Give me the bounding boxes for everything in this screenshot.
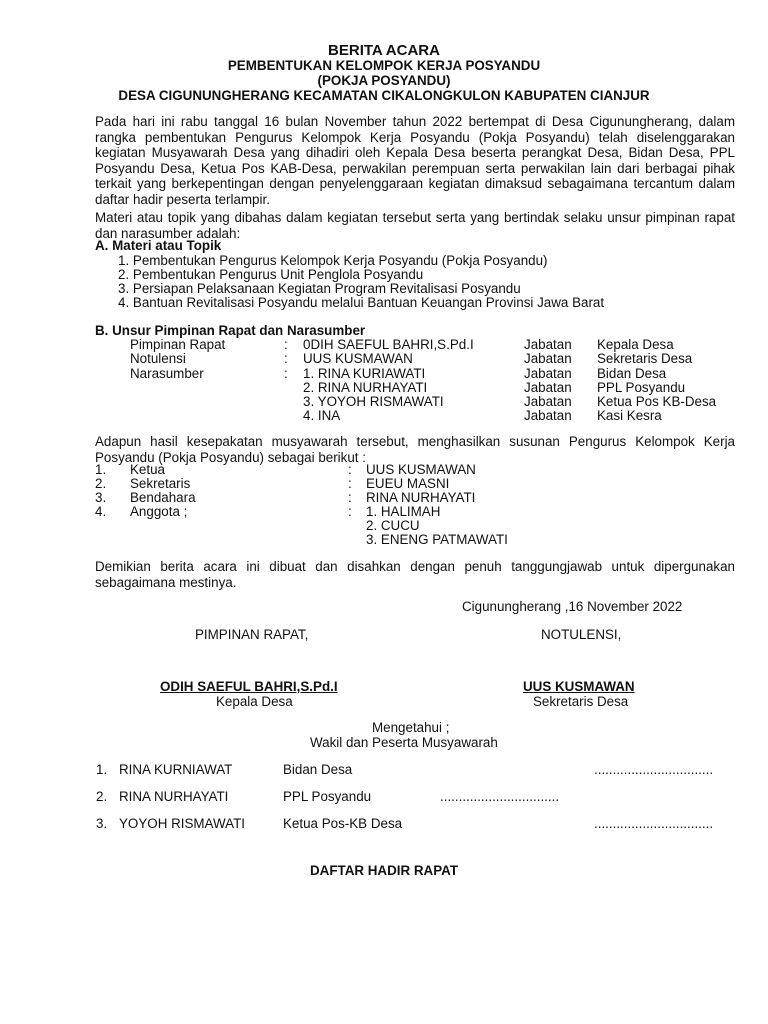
place-date: Cigunungherang ,16 November 2022 [462,599,683,614]
witness-signature-line: ................................ [594,762,714,777]
notulensi-label: NOTULENSI, [541,627,622,642]
pengurus-role: Sekretaris [130,476,191,491]
row-role: Notulensi [130,351,186,366]
row-name: 2. RINA NURHAYATI [303,380,428,395]
section-a-item: 1. Pembentukan Pengurus Kelompok Kerja Posyandu (Pokja Posyandu) [118,253,548,268]
witness-no: 1. [96,762,108,777]
row-position: Kasi Kesra [597,408,662,423]
pengurus-name: 2. CUCU [366,518,420,533]
row-colon: : [284,351,288,366]
row-jabatan: Jabatan [524,366,572,381]
notulensi-position: Sekretaris Desa [533,694,629,709]
mengetahui-label: Mengetahui ; [372,720,450,735]
hasil-paragraph: Adapun hasil kesepakatan musyawarah tersebut, menghasilkan susunan Pengurus Kelompok Kerja Posyandu (Pokja Posyandu) sebagai berikut : [95,434,735,465]
row-colon: : [284,366,288,381]
row-name: 1. RINA KURIAWATI [303,366,426,381]
pengurus-colon: : [348,476,352,491]
pengurus-no: 1. [95,462,107,477]
section-a-item: 4. Bantuan Revitalisasi Posyandu melalui Bantuan Keuangan Provinsi Jawa Barat [118,295,605,310]
witness-name: RINA NURHAYATI [119,789,229,804]
row-position: Bidan Desa [597,366,667,381]
row-jabatan: Jabatan [524,394,572,409]
row-name: 4. INA [303,408,341,423]
row-jabatan: Jabatan [524,337,572,352]
row-role: Pimpinan Rapat [130,337,226,352]
pengurus-role: Ketua [130,462,165,477]
document-title: BERITA ACARA [328,42,440,59]
pengurus-colon: : [348,462,352,477]
materi-intro-paragraph: Materi atau topik yang dibahas dalam kegiatan tersebut serta yang bertindak selaku unsur pimpinan rapat dan narasumber adalah: [95,210,735,241]
row-name: 3. YOYOH RISMAWATI [303,394,444,409]
notulensi-name: UUS KUSMAWAN [523,679,635,694]
witness-position: PPL Posyandu [283,789,372,804]
pimpinan-rapat-label: PIMPINAN RAPAT, [195,627,309,642]
pengurus-name: 3. ENENG PATMAWATI [366,532,508,547]
witness-position: Ketua Pos-KB Desa [283,816,403,831]
section-a-heading: A. Materi atau Topik [95,238,222,253]
pengurus-role: Bendahara [130,490,196,505]
witness-no: 2. [96,789,108,804]
row-position: PPL Posyandu [597,380,686,395]
pengurus-role: Anggota ; [130,504,188,519]
row-jabatan: Jabatan [524,380,572,395]
closing-paragraph: Demikian berita acara ini dibuat dan disahkan dengan penuh tanggungjawab untuk dipergunakan sebagaimana mestinya. [95,559,735,590]
pengurus-no: 2. [95,476,107,491]
subtitle-line-1: PEMBENTUKAN KELOMPOK KERJA POSYANDU [227,58,541,73]
row-position: Kepala Desa [597,337,674,352]
pimpinan-name: ODIH SAEFUL BAHRI,S.Pd.I [160,679,338,694]
witness-signature-line: ................................ [594,816,714,831]
witness-name: RINA KURNIAWAT [119,762,233,777]
row-position: Ketua Pos KB-Desa [597,394,717,409]
witness-no: 3. [96,816,108,831]
section-b-heading: B. Unsur Pimpinan Rapat dan Narasumber [95,323,366,338]
pengurus-name: 1. HALIMAH [366,504,441,519]
pimpinan-position: Kepala Desa [216,694,293,709]
subtitle-line-2: (POKJA POSYANDU) [317,73,451,88]
row-role: Narasumber [130,366,204,381]
row-jabatan: Jabatan [524,351,572,366]
pengurus-no: 4. [95,504,107,519]
pengurus-name: UUS KUSMAWAN [366,462,476,477]
daftar-hadir-title: DAFTAR HADIR RAPAT [309,863,459,878]
section-a-item: 3. Persiapan Pelaksanaan Kegiatan Program Revitalisasi Posyandu [118,281,521,296]
intro-paragraph: Pada hari ini rabu tanggal 16 bulan November tahun 2022 bertempat di Desa Cigunungherang, dalam rangka pembentukan Pengurus Kelompok Kerja Posyandu (Pokja Posyandu) telah diselenggarakan kegiatan Musyawarah Desa yang dihadiri oleh Kepala Desa beserta perangkat Desa, Bidan Desa, PPL Posyandu Desa, Ketua Pos KAB-Desa, perwakilan perempuan serta perwakilan lain dari berbagai pihak terkait yang berkepentingan dengan penyelenggaraan kegiatan dimaksud sebagaimana tercantum dalam daftar hadir peserta terlampir. [95,114,735,207]
pengurus-name: RINA NURHAYATI [366,490,476,505]
pengurus-colon: : [348,504,352,519]
pengurus-colon: : [348,490,352,505]
wakil-label: Wakil dan Peserta Musyawarah [310,735,498,750]
row-name: UUS KUSMAWAN [303,351,413,366]
row-name: 0DIH SAEFUL BAHRI,S.Pd.I [303,337,474,352]
pengurus-name: EUEU MASNI [366,476,450,491]
subtitle-line-3: DESA CIGUNUNGHERANG KECAMATAN CIKALONGKULON KABUPATEN CIANJUR [118,88,650,103]
section-a-item: 2. Pembentukan Pengurus Unit Penglola Posyandu [118,267,424,282]
witness-name: YOYOH RISMAWATI [119,816,245,831]
witness-signature-line: ................................ [440,789,560,804]
witness-position: Bidan Desa [283,762,353,777]
row-colon: : [284,337,288,352]
pengurus-no: 3. [95,490,107,505]
row-position: Sekretaris Desa [597,351,693,366]
row-jabatan: Jabatan [524,408,572,423]
